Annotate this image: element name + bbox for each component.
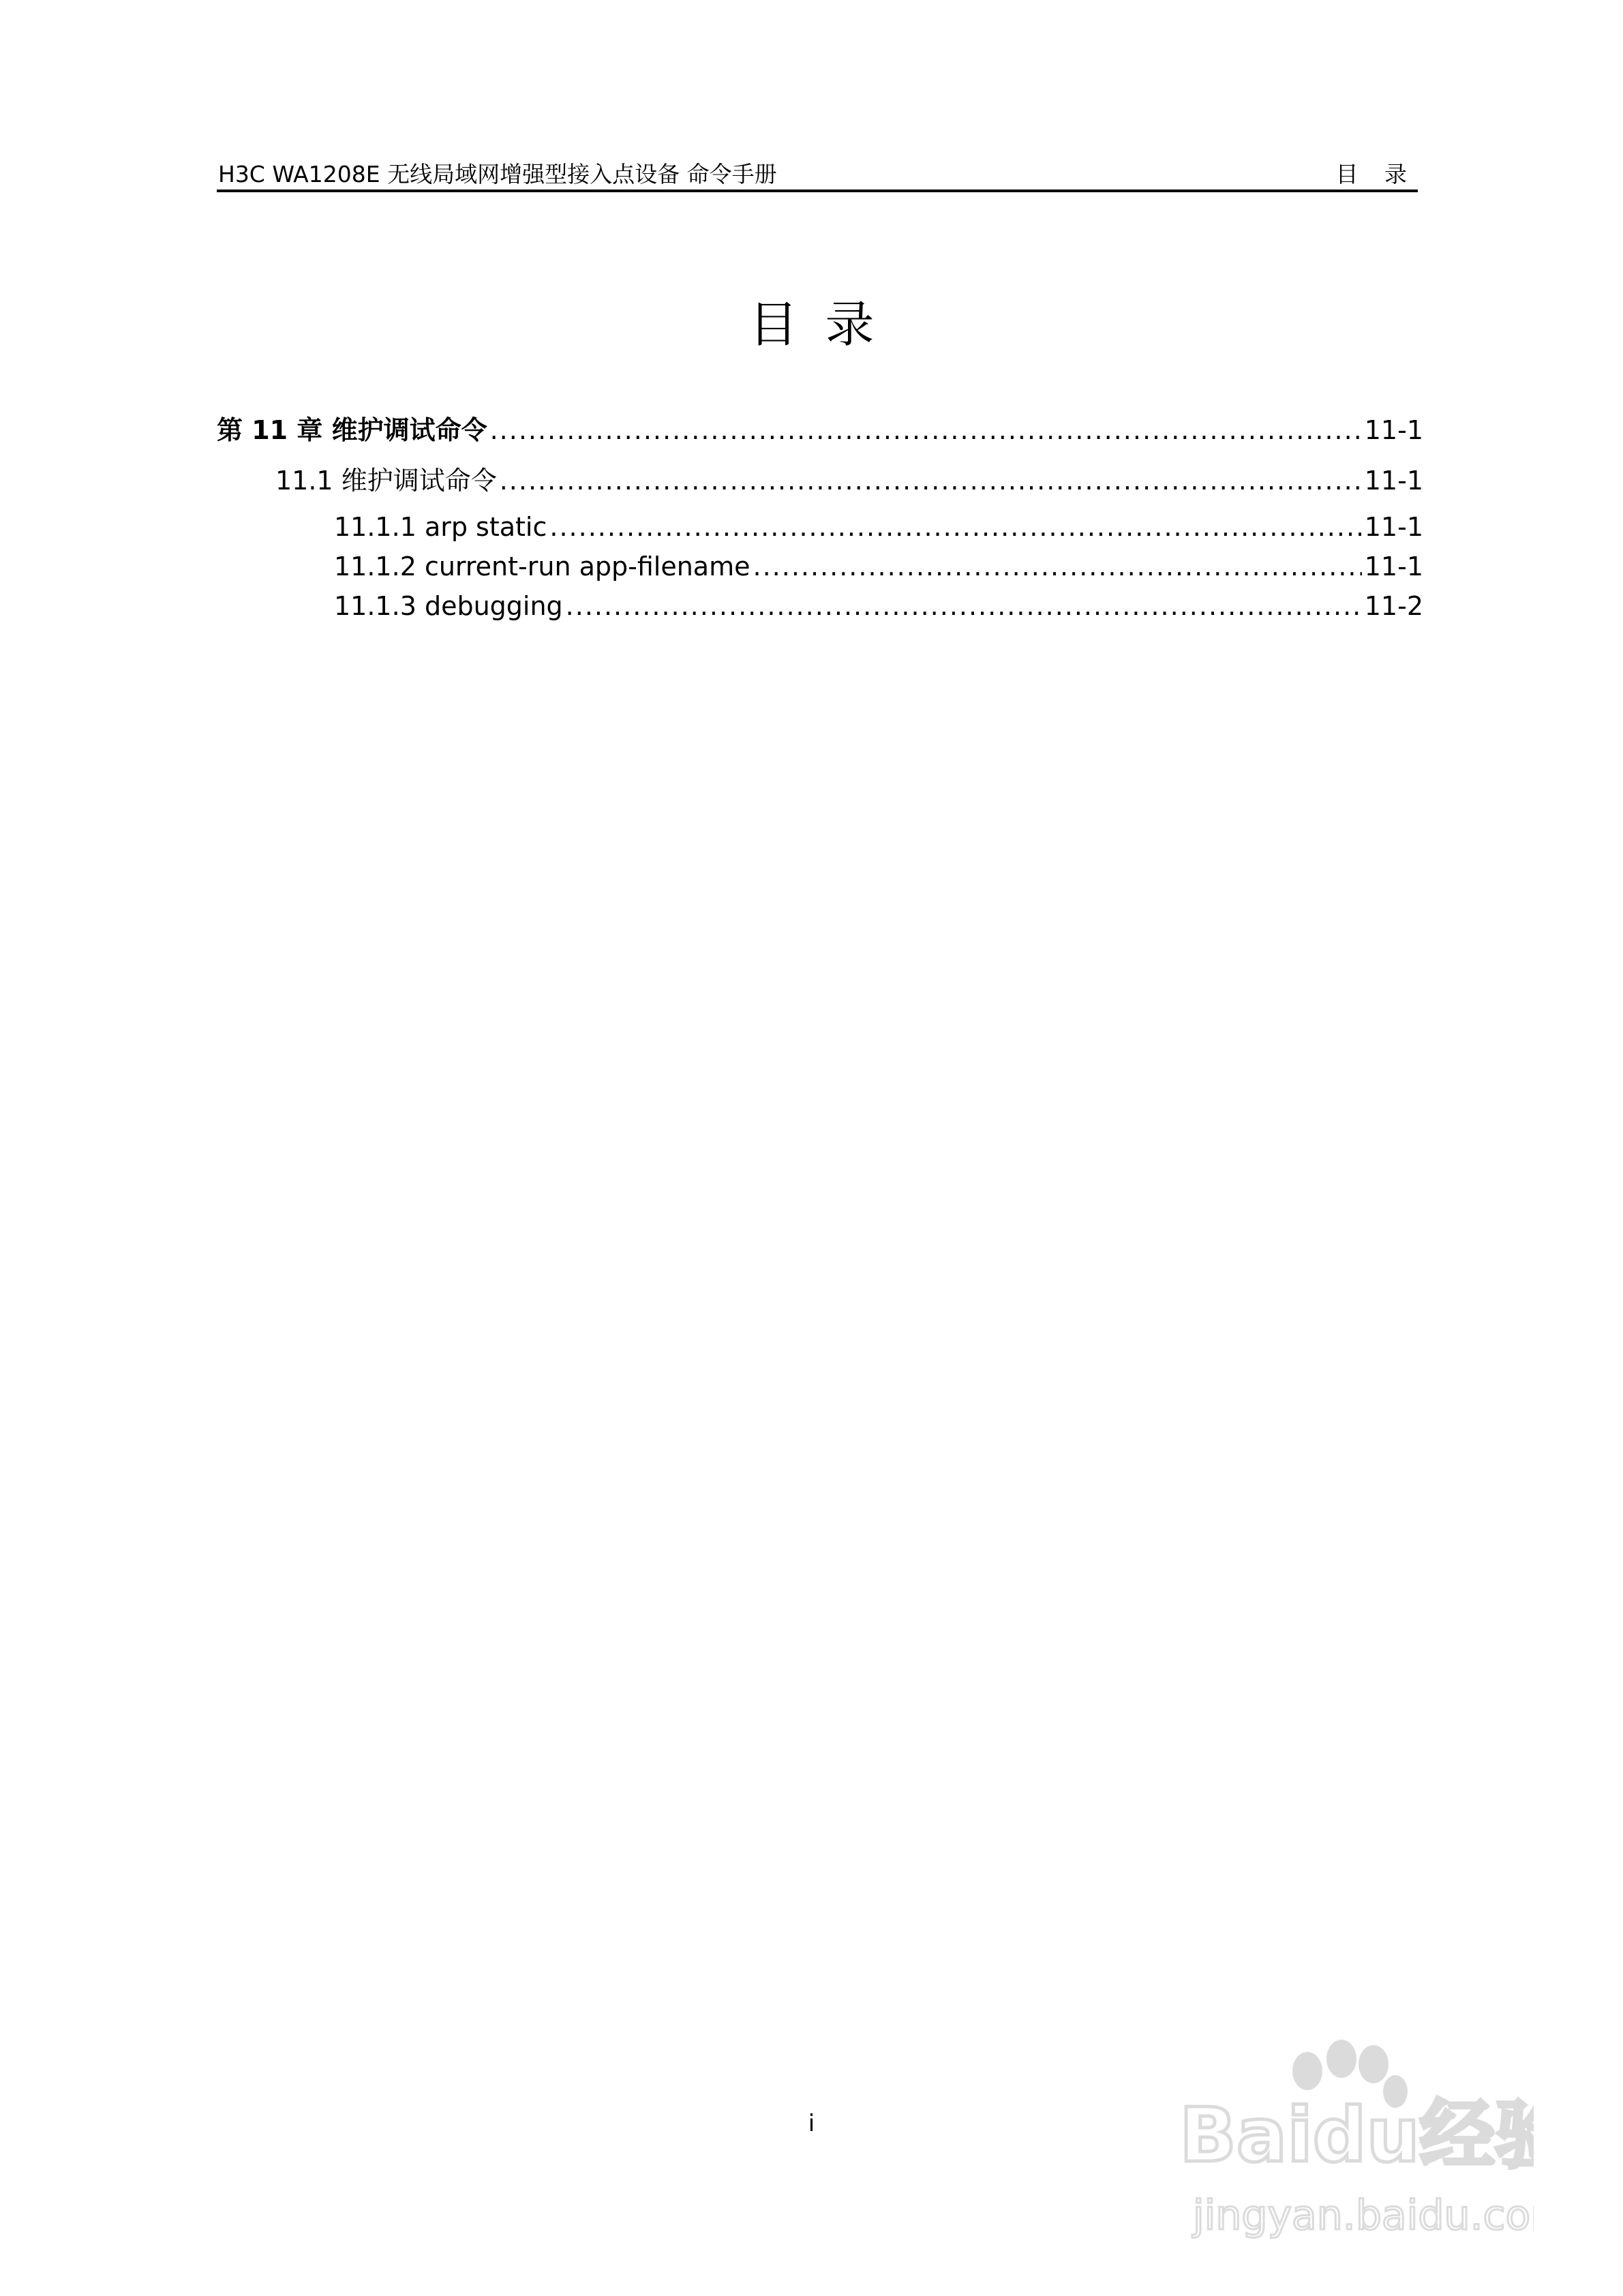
toc-entry-11-1-1[interactable]: [217, 514, 1423, 540]
toc-entry-label: 11.1 维护调试命令: [275, 466, 497, 496]
toc-leader-dots: [566, 593, 1362, 619]
watermark-graphic: [1152, 2031, 1534, 2250]
toc-entry-chapter-11[interactable]: [217, 417, 1423, 443]
toc-entry-11-1-3[interactable]: [217, 593, 1423, 619]
toc-entry-page: 11-1: [1364, 512, 1423, 542]
page-number: i: [808, 2110, 815, 2137]
toc-leader-dots: [490, 417, 1362, 443]
watermark-url: jingyan.baidu.com: [1193, 2192, 1534, 2239]
toc-leader-dots: [500, 468, 1362, 494]
toc-entry-page: 11-1: [1364, 552, 1423, 581]
baidu-jingyan-watermark: [1152, 2031, 1534, 2250]
toc-entry-page: 11-1: [1364, 415, 1423, 445]
toc-entry-label: 11.1.3 debugging: [334, 591, 563, 621]
toc-entry-label: 11.1.2 current-run app-filename: [334, 552, 750, 581]
toc-entry-11-1[interactable]: [217, 468, 1423, 494]
header-product: H3C WA1208E: [218, 161, 380, 187]
toc-entry-page: 11-2: [1364, 591, 1423, 621]
toc-entry-label: 第 11 章 维护调试命令: [217, 415, 487, 445]
watermark-brand: Baidu经验: [1179, 2091, 1534, 2179]
toc-leader-dots: [549, 514, 1361, 540]
header-section: 目 录: [1335, 161, 1416, 187]
page-title: 目录: [748, 296, 902, 353]
page-header: [217, 154, 1418, 192]
toc-entry-11-1-2[interactable]: [217, 554, 1423, 579]
toc-leader-dots: [753, 554, 1362, 579]
header-title-cn: 无线局域网增强型接入点设备 命令手册: [387, 161, 777, 187]
header-title: [218, 163, 777, 185]
toc-entry-page: 11-1: [1364, 466, 1423, 496]
toc-entry-label: 11.1.1 arp static: [334, 512, 547, 542]
